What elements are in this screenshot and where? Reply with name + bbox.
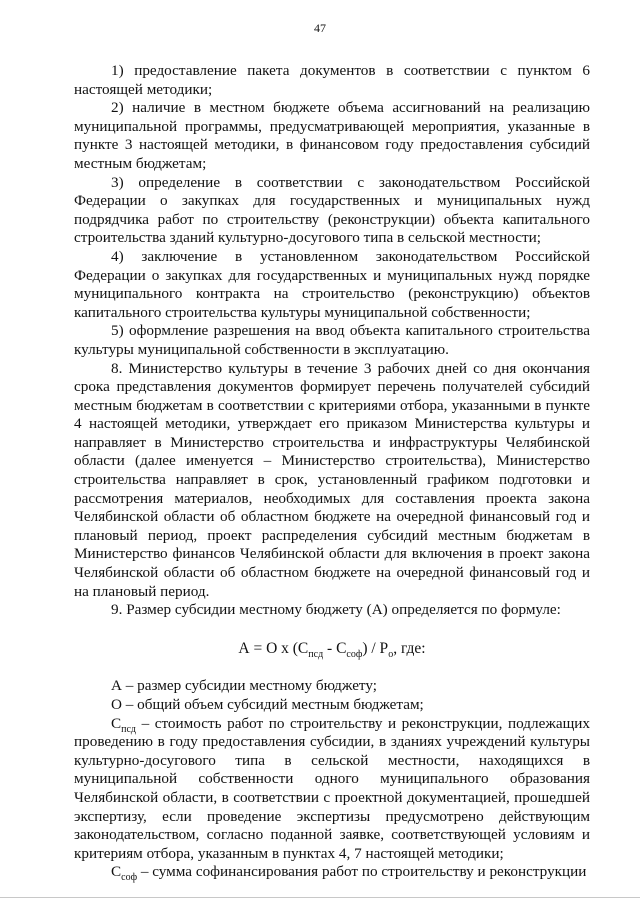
document-body [74, 62, 590, 882]
paragraph-condition-5: 5) оформление разрешения на ввод объекта капитального строительства культуры муниципальной собственности в эксплуатацию. [74, 322, 590, 358]
page-number: 47 [314, 21, 326, 35]
paragraph-condition-3: 3) определение в соответствии с законодательством Российской Федерации о закупках для государственных и муниципальных нужд подрядчика работ по строительству (реконструкции) объекта капитального строительства зданий культурно-досугового типа в сельской местности; [74, 173, 590, 247]
definition-o: О – общий объем субсидий местным бюджетам; [111, 696, 424, 713]
paragraph-section-8: 8. Министерство культуры в течение 3 рабочих дней со дня окончания срока представления документов формирует перечень получателей субсидий местным бюджетам в соответствии с критериями отбора, указанными в пункте 4 настоящей методики, утверждает его приказом Министерства культуры и направляет в Министерство строительства и инфраструктуры Челябинской области (далее именуется – Министерство строительства), Министерство строительства направляет в срок, установленный графиком подготовки и рассмотрения материалов, необходимых для составления проекта закона Челябинской области об областном бюджете на очередной финансовый год и плановый период, проект распределения субсидий местным бюджетам в Министерство финансов Челябинской области для включения в проект закона Челябинской области об областном бюджете на очередной финансовый год и на плановый период. [74, 359, 590, 600]
page-bottom-rule [0, 897, 640, 898]
definition-a: А – размер субсидии местному бюджету; [111, 677, 377, 695]
paragraph-condition-2: 2) наличие в местном бюджете объема ассигнований на реализацию муниципальной программы, предусматривающей мероприятия, указанные в пункте 3 настоящей методики, в финансовом году предоставления субсидий местным бюджетам; [74, 99, 590, 172]
definition-c-psd: $С_{псд}$ – стоимость работ по строительству и реконструкции, подлежащих проведению в году предоставления субсидии, в зданиях учреждений культуры культурно-досугового типа в сельской местности, находящихся в муниципальной собственности одного муниципального образования Челябинской области, в соответствии с проектной документацией, прошедшей экспертизу, если проведение экспертизы предусмотрено действующим законодательством, согласно поданной заявке, соответствующей условиям и критериям отбора, указанным в пунктах 4, 7 настоящей методики; [74, 714, 590, 862]
definition-c-sof: $С_{соф}$ – сумма софинансирования работ по строительству и реконструкции [111, 863, 587, 884]
paragraph-condition-1: 1) предоставление пакета документов в соответствии с пунктом 6 настоящей методики; [74, 62, 590, 98]
subsidy-formula: А = О х $(С_{псд} - С_{соф}) / Р_о$, где: [238, 639, 426, 660]
paragraph-section-9: 9. Размер субсидии местному бюджету (А) определяется по формуле: [111, 601, 561, 619]
paragraph-condition-4: 4) заключение в установленном законодательством Российской Федерации о закупках для государственных и муниципальных нужд порядке муниципального контракта на строительство (реконструкцию) объектов капитального строительства культуры муниципальной собственности; [74, 247, 590, 321]
